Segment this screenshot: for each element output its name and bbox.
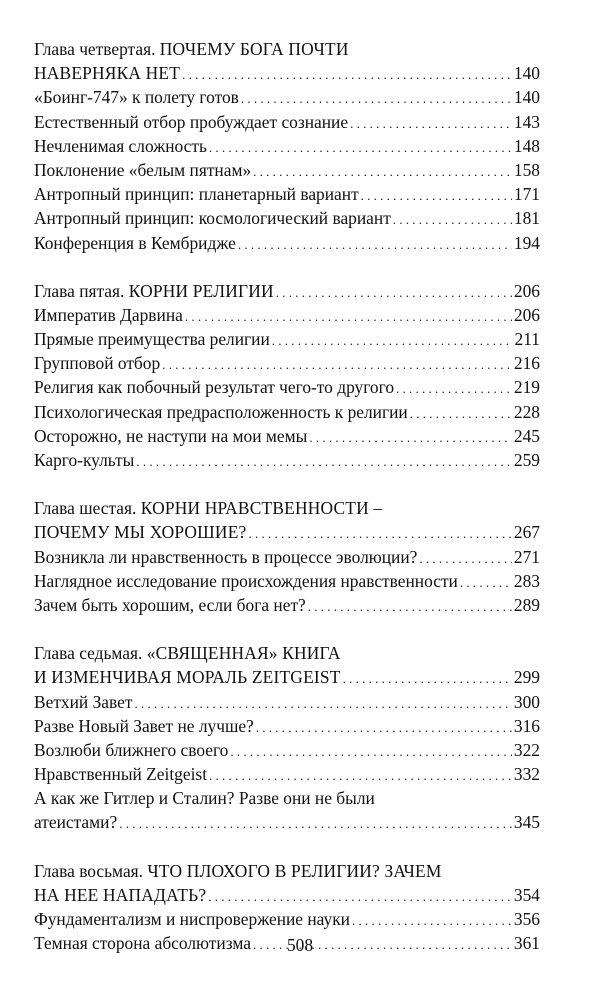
chapter-heading: ЧТО ПЛОХОГО В РЕЛИГИИ? ЗАЧЕМ: [147, 860, 442, 881]
page-number: 316: [513, 715, 540, 736]
entry-label: Естественный отбор пробуждает сознание: [34, 111, 349, 132]
chapter-7: [34, 641, 540, 835]
entry-label: Прямые преимущества религии: [34, 329, 270, 350]
page-number: 299: [513, 667, 540, 688]
dot-leader: [230, 738, 512, 764]
toc-entry[interactable]: [34, 907, 540, 931]
dot-leader: [134, 690, 511, 716]
dot-leader: [309, 424, 512, 450]
page-number: 289: [513, 594, 540, 615]
page-number: 216: [513, 353, 540, 374]
toc-entry[interactable]: [34, 593, 540, 617]
toc-entry[interactable]: [34, 327, 540, 351]
page-number: 361: [513, 933, 540, 954]
entry-label: Поклонение «белым пятнам»: [34, 159, 252, 180]
toc-entry[interactable]: [34, 158, 540, 182]
toc-entry[interactable]: [34, 810, 540, 834]
page-number: 356: [513, 909, 540, 929]
page-number: 181: [513, 208, 540, 229]
chapter-prefix: Глава восьмая.: [34, 860, 144, 881]
entry-label: Антропный принцип: планетарный вариант: [34, 184, 359, 205]
toc-entry[interactable]: [34, 134, 540, 158]
page-number: 259: [513, 450, 540, 470]
chapter-spacer: [34, 835, 540, 859]
page-number: 140: [513, 87, 540, 108]
chapter-title: [34, 279, 274, 303]
dot-leader: [350, 110, 512, 136]
dot-leader: [208, 883, 512, 909]
chapter-spacer: [34, 472, 540, 496]
toc-entry[interactable]: [34, 448, 540, 472]
toc-entry[interactable]: [34, 206, 540, 230]
chapter-title: [34, 859, 540, 883]
toc-entry[interactable]: [34, 351, 540, 375]
chapter-title: [34, 641, 540, 665]
page-number: 158: [513, 159, 540, 180]
page-number: 140: [513, 63, 540, 84]
dot-leader: [119, 810, 512, 836]
dot-leader: [209, 762, 512, 788]
entry-label: Нравственный Zeitgeist: [34, 764, 208, 785]
dot-leader: [185, 303, 512, 329]
entry-label: Зачем быть хорошим, если бога нет?: [34, 594, 306, 615]
entry-label: Групповой отбор: [34, 353, 161, 374]
toc-entry[interactable]: [34, 231, 540, 255]
toc-entry[interactable]: [34, 762, 540, 786]
entry-label-wrapped: А как же Гитлер и Сталин? Разве они не были: [34, 788, 375, 809]
page-number: 148: [513, 135, 540, 156]
page-number: 271: [513, 546, 540, 567]
dot-leader: [162, 351, 512, 377]
chapter-heading: «СВЯЩЕННАЯ» КНИГА: [146, 643, 341, 664]
chapter-heading-cont: ПОЧЕМУ МЫ ХОРОШИЕ?: [34, 522, 247, 543]
entry-label: Возлюби ближнего своего: [34, 739, 229, 760]
toc-entry[interactable]: [34, 714, 540, 738]
page-number: 206: [513, 280, 540, 301]
toc-entry[interactable]: [34, 182, 540, 206]
page-number: 245: [513, 425, 540, 446]
entry-label: Религия как побочный результат чего-то другого: [34, 377, 395, 398]
entry-label: Нечленимая сложность: [34, 135, 207, 156]
entry-label: Карго-культы: [34, 450, 135, 470]
chapter-spacer: [34, 617, 540, 641]
entry-label: Психологическая предрасположенность к религии: [34, 401, 408, 422]
page-number: 354: [513, 884, 540, 905]
page-number: 228: [513, 401, 540, 422]
toc-entry[interactable]: [34, 85, 540, 109]
page-number: 283: [513, 570, 540, 591]
dot-leader: [419, 545, 512, 571]
entry-label: Наглядное исследование происхождения нравственности: [34, 570, 458, 591]
page-number: 211: [514, 329, 540, 350]
toc-entry[interactable]: [34, 520, 540, 544]
entry-label: атеистами?: [34, 812, 118, 833]
toc-entry[interactable]: [34, 279, 540, 303]
dot-leader: [308, 593, 512, 619]
toc-entry[interactable]: [34, 545, 540, 569]
chapter-prefix: Глава шестая.: [34, 498, 137, 519]
page-number: 345: [513, 812, 540, 833]
page-number: 206: [513, 304, 540, 325]
dot-leader: [182, 61, 512, 87]
toc-entry[interactable]: [34, 110, 540, 134]
chapter-title: [34, 37, 540, 61]
chapter-prefix: Глава пятая.: [34, 280, 125, 301]
dot-leader: [241, 85, 512, 111]
toc-entry[interactable]: [34, 424, 540, 448]
toc-entry[interactable]: [34, 400, 540, 424]
entry-label: «Боинг-747» к полету готов: [34, 87, 239, 108]
chapter-heading: ПОЧЕМУ БОГА ПОЧТИ: [159, 39, 349, 59]
entry-label: Разве Новый Завет не лучше?: [34, 715, 254, 736]
page-folio: 508: [286, 935, 314, 955]
dot-leader: [248, 520, 511, 546]
chapter-spacer: [34, 255, 540, 279]
entry-label: Осторожно, не наступи на мои мемы: [34, 425, 308, 446]
chapter-title: [34, 496, 540, 520]
entry-label: Ветхий Завет: [34, 691, 133, 712]
dot-leader: [136, 448, 512, 474]
dot-leader: [396, 375, 512, 401]
toc-entry[interactable]: [34, 569, 540, 593]
dot-leader: [361, 182, 512, 208]
chapter-5: [34, 279, 540, 473]
entry-label: Императив Дарвина: [34, 304, 183, 325]
dot-leader: [410, 400, 512, 426]
dot-leader: [272, 327, 513, 353]
chapter-heading-cont: НАВЕРНЯКА НЕТ: [34, 63, 181, 84]
chapter-heading: КОРНИ НРАВСТВЕННОСТИ –: [140, 498, 383, 519]
entry-label: Конференция в Кембридже: [34, 232, 236, 253]
chapter-prefix: Глава четвертая.: [34, 39, 156, 59]
dot-leader: [209, 134, 512, 160]
toc-entry[interactable]: [34, 303, 540, 327]
dot-leader: [352, 907, 512, 933]
chapter-prefix: Глава седьмая.: [34, 643, 143, 664]
page-number: 143: [513, 111, 540, 132]
chapter-heading: КОРНИ РЕЛИГИИ: [128, 280, 274, 301]
chapter-6: [34, 496, 540, 617]
dot-leader: [343, 665, 512, 691]
page-number: 300: [513, 691, 540, 712]
toc-entry[interactable]: [34, 883, 540, 907]
page-number: 194: [513, 232, 540, 253]
dot-leader: [393, 206, 512, 232]
page-number: 332: [513, 764, 540, 785]
chapter-heading-cont: И ИЗМЕНЧИВАЯ МОРАЛЬ ZEITGEIST: [34, 667, 341, 688]
dot-leader: [276, 279, 512, 305]
dot-leader: [238, 231, 512, 257]
dot-leader: [253, 158, 512, 184]
entry-label: Фундаментализм и ниспровержение науки: [34, 909, 350, 929]
entry-label: Антропный принцип: космологический вариант: [34, 208, 391, 229]
table-of-contents: [34, 37, 540, 955]
dot-leader: [460, 569, 512, 595]
toc-entry[interactable]: [34, 61, 540, 85]
page-number: 171: [513, 184, 540, 205]
entry-label: Темная сторона абсолютизма: [34, 933, 251, 954]
toc-entry[interactable]: [34, 375, 540, 399]
toc-entry[interactable]: [34, 665, 540, 689]
page-number: 322: [513, 739, 540, 760]
toc-entry[interactable]: [34, 738, 540, 762]
chapter-4: [34, 37, 540, 255]
toc-entry[interactable]: [34, 690, 540, 714]
dot-leader: [256, 714, 512, 740]
chapter-heading-cont: НА НЕЕ НАПАДАТЬ?: [34, 884, 207, 905]
page-number: 267: [513, 522, 540, 543]
page-number: 219: [513, 377, 540, 398]
entry-label: Возникла ли нравственность в процессе эволюции?: [34, 546, 418, 567]
